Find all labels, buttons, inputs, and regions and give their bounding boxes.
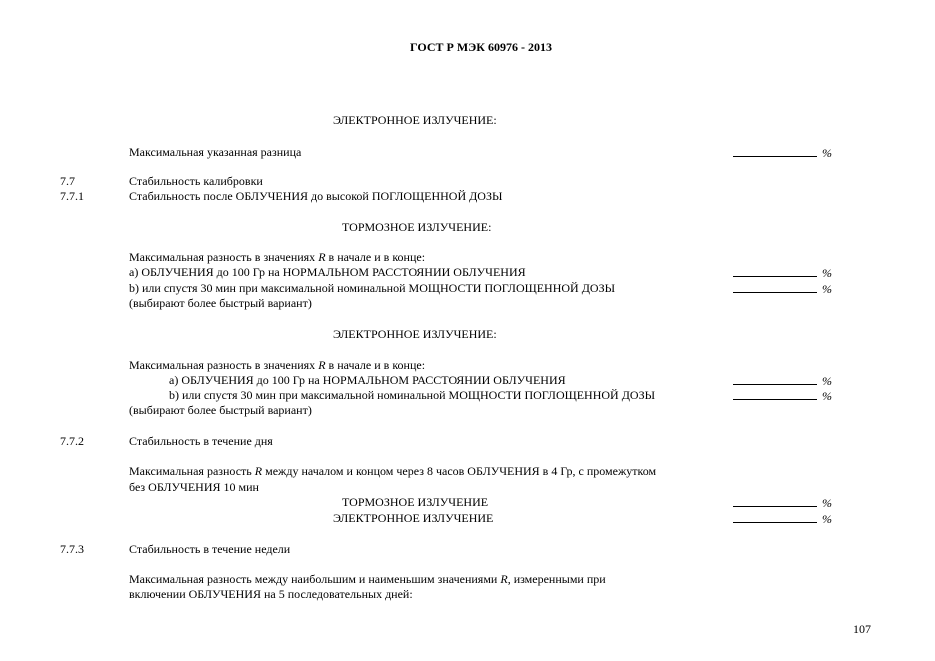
daily-electron-label: ЭЛЕКТРОННОЕ ИЗЛУЧЕНИЕ bbox=[333, 511, 494, 525]
blank-line bbox=[733, 373, 817, 385]
percent-field-1 bbox=[733, 145, 832, 161]
percent-unit: % bbox=[822, 146, 832, 160]
percent-field-6 bbox=[733, 495, 832, 511]
blank-line bbox=[733, 265, 817, 277]
section-number-7-7-2: 7.7.2 bbox=[60, 434, 84, 448]
section-title-7-7-1: Стабильность после ОБЛУЧЕНИЯ до высокой ПОГЛОЩЕННОЙ ДОЗЫ bbox=[129, 189, 503, 203]
section-title-7-7: Стабильность калибровки bbox=[129, 174, 263, 188]
daily-stability-text-2: без ОБЛУЧЕНИЯ 10 мин bbox=[129, 480, 259, 494]
percent-field-4 bbox=[733, 373, 832, 389]
bremsstrahlung-heading: ТОРМОЗНОЕ ИЗЛУЧЕНИЕ: bbox=[342, 220, 492, 234]
electron-option-b: b) или спустя 30 мин при максимальной номинальной МОЩНОСТИ ПОГЛОЩЕННОЙ ДОЗЫ bbox=[169, 388, 656, 402]
percent-field-5 bbox=[733, 388, 832, 404]
section-number-7-7-1: 7.7.1 bbox=[60, 189, 84, 203]
brems-note: (выбирают более быстрый вариант) bbox=[129, 296, 312, 310]
electron-note: (выбирают более быстрый вариант) bbox=[129, 403, 312, 417]
section-title-7-7-2: Стабильность в течение дня bbox=[129, 434, 273, 448]
percent-unit: % bbox=[822, 374, 832, 388]
percent-unit: % bbox=[822, 512, 832, 526]
daily-bremsstrahlung-label: ТОРМОЗНОЕ ИЗЛУЧЕНИЕ bbox=[342, 495, 489, 509]
electron-heading-1: ЭЛЕКТРОННОЕ ИЗЛУЧЕНИЕ: bbox=[333, 113, 497, 127]
percent-unit: % bbox=[822, 389, 832, 403]
percent-unit: % bbox=[822, 282, 832, 296]
percent-unit: % bbox=[822, 496, 832, 510]
blank-line bbox=[733, 511, 817, 523]
brems-option-b: b) или спустя 30 мин при максимальной номинальной МОЩНОСТИ ПОГЛОЩЕННОЙ ДОЗЫ bbox=[129, 281, 616, 295]
percent-field-7 bbox=[733, 511, 832, 527]
section-number-7-7-3: 7.7.3 bbox=[60, 542, 84, 556]
blank-line bbox=[733, 281, 817, 293]
percent-field-2 bbox=[733, 265, 832, 281]
section-title-7-7-3: Стабильность в течение недели bbox=[129, 542, 291, 556]
electron-option-a: а) ОБЛУЧЕНИЯ до 100 Гр на НОРМАЛЬНОМ РАССТОЯНИИ ОБЛУЧЕНИЯ bbox=[169, 373, 566, 387]
document-header: ГОСТ Р МЭК 60976 - 2013 bbox=[410, 40, 552, 54]
percent-field-3 bbox=[733, 281, 832, 297]
daily-stability-text-1: Максимальная разность R между началом и концом через 8 часов ОБЛУЧЕНИЯ в 4 Гр, с промежутком bbox=[129, 464, 657, 478]
blank-line bbox=[733, 388, 817, 400]
page-number: 107 bbox=[853, 622, 871, 636]
brems-option-a: a) ОБЛУЧЕНИЯ до 100 Гр на НОРМАЛЬНОМ РАССТОЯНИИ ОБЛУЧЕНИЯ bbox=[129, 265, 526, 279]
max-declared-difference-label: Максимальная указанная разница bbox=[129, 145, 302, 159]
weekly-stability-text-1: Максимальная разность между наибольшим и наименьшим значениями R, измеренными при bbox=[129, 572, 606, 586]
electron-heading-2: ЭЛЕКТРОННОЕ ИЗЛУЧЕНИЕ: bbox=[333, 327, 497, 341]
section-number-7-7: 7.7 bbox=[60, 174, 75, 188]
electron-intro: Максимальная разность в значениях R в начале и в конце: bbox=[129, 358, 426, 372]
blank-line bbox=[733, 145, 817, 157]
brems-intro: Максимальная разность в значениях R в начале и в конце: bbox=[129, 250, 426, 264]
percent-unit: % bbox=[822, 266, 832, 280]
blank-line bbox=[733, 495, 817, 507]
weekly-stability-text-2: включении ОБЛУЧЕНИЯ на 5 последовательных дней: bbox=[129, 587, 413, 601]
